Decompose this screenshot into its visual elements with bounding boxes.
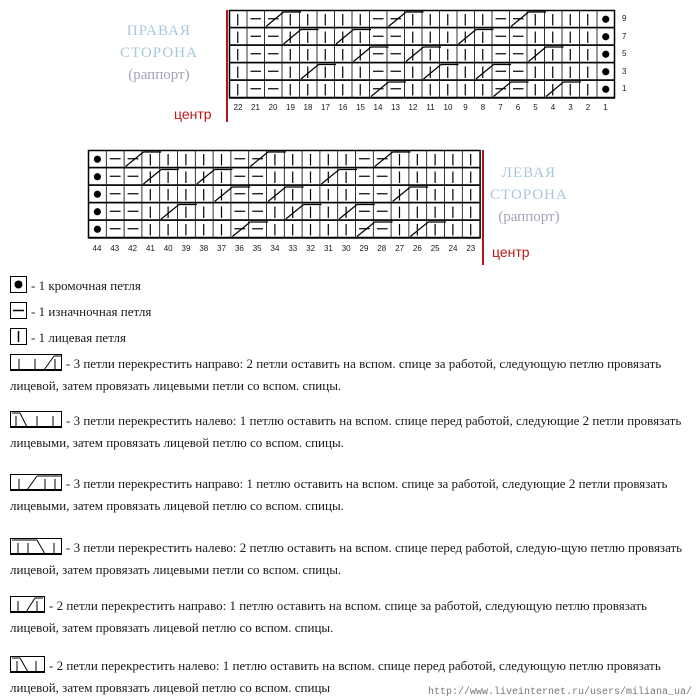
right-side-title-line-1: ПРАВАЯ [126, 23, 191, 39]
legend-item-cross-3-left-2-1 [10, 538, 690, 579]
left-side-chart [88, 150, 482, 240]
left-center-label: центр [492, 244, 530, 260]
legend-item-edge [10, 276, 690, 298]
cross-3-left-2-1-icon [10, 538, 62, 560]
column-number: 40 [163, 244, 173, 253]
legend-item-purl [10, 302, 690, 324]
edge-stitch-mark [94, 208, 101, 215]
legend-text: - 3 петли перекрестить направо: 1 петлю оставить на вспом. спице за работой, следующие 2 петли провязать лицевыми, затем провязать лицевой петлю со вспом. спицы. [10, 476, 668, 514]
column-number: 19 [286, 103, 295, 112]
column-number: 23 [466, 244, 476, 253]
column-number: 31 [323, 244, 333, 253]
edge-stitch-mark [94, 226, 101, 233]
column-number: 38 [199, 244, 209, 253]
column-number: 1 [603, 103, 608, 112]
column-number: 39 [181, 244, 191, 253]
cross-3-left-1-2-icon [10, 411, 62, 433]
column-number: 25 [430, 244, 440, 253]
edge-stitch-mark [602, 86, 609, 93]
left-side-label [490, 162, 568, 228]
legend-item-knit [10, 328, 690, 350]
cross-3-right-1-2-icon [10, 474, 62, 496]
column-number: 11 [426, 103, 435, 112]
column-number: 5 [533, 103, 538, 112]
column-number: 41 [145, 244, 155, 253]
column-number: 42 [128, 244, 138, 253]
column-number: 37 [217, 244, 227, 253]
legend-item-cross-3-right-2-1 [10, 354, 690, 395]
column-number: 34 [270, 244, 280, 253]
legend-item-cross-3-left-1-2 [10, 411, 690, 452]
edge-stitch-mark [602, 51, 609, 58]
column-number: 10 [443, 103, 453, 112]
column-number: 17 [321, 103, 330, 112]
row-number: 1 [622, 84, 627, 93]
legend-text: - 2 петли перекрестить налево: 1 петлю оставить на вспом. спице перед работой, следующую петлю провязать лицевой, затем провязать лицевой петлю со вспом. спицы [10, 658, 661, 696]
column-number: 29 [359, 244, 369, 253]
column-number: 20 [268, 103, 278, 112]
column-number: 7 [498, 103, 503, 112]
edge-stitch-mark [602, 16, 609, 23]
column-number: 44 [92, 244, 102, 253]
column-number: 2 [585, 103, 591, 112]
cross-3-right-2-1-icon [10, 354, 62, 376]
cross-2-right-icon [10, 596, 45, 618]
column-number: 27 [395, 244, 405, 253]
legend-text: - 1 изначночная петля [31, 304, 152, 319]
column-number: 26 [412, 244, 422, 253]
left-side-title-line-1: ЛЕВАЯ [501, 165, 557, 181]
legend-text: - 1 кромочная петля [31, 278, 141, 293]
knit-icon [10, 328, 27, 350]
row-number: 3 [622, 66, 627, 76]
column-number: 28 [377, 244, 387, 253]
column-number: 13 [391, 103, 400, 112]
watermark: http://www.liveinternet.ru/users/miliana_ua/ [427, 687, 692, 698]
column-number: 22 [233, 103, 243, 112]
column-number: 35 [252, 244, 262, 253]
edge-stitch-mark [602, 33, 609, 40]
column-number: 14 [373, 103, 383, 112]
column-number: 33 [288, 244, 298, 253]
legend-item-cross-3-right-1-2 [10, 474, 690, 515]
column-number: 36 [234, 244, 244, 253]
right-side-chart [229, 10, 617, 100]
legend-text: - 3 петли перекрестить налево: 2 петлю оставить на вспом. спице перед работой, следую-щую петлю провязать лицевой, затем провязать лицевыми петли со вспом. спицы. [10, 540, 683, 578]
legend-item-cross-2-right [10, 596, 690, 637]
edge-stitch-mark [602, 68, 609, 75]
cross-2-left-icon [10, 656, 45, 678]
column-number: 43 [110, 244, 120, 253]
legend-text: - 3 петли перекрестить направо: 2 петли оставить на вспом. спице за работой, следующую петлю провязать лицевой, затем провязать лицевыми петли со вспом. спицы. [10, 356, 662, 394]
column-number: 3 [568, 103, 573, 112]
row-number: 5 [622, 49, 627, 58]
column-number: 18 [303, 103, 313, 112]
edge-stitch-mark [94, 173, 101, 180]
column-number: 21 [251, 103, 260, 112]
column-number: 30 [341, 244, 351, 253]
purl-icon [10, 302, 27, 324]
right-side-label [120, 20, 198, 86]
legend-text: - 1 лицевая петля [31, 330, 127, 345]
column-number: 8 [480, 103, 486, 112]
column-number: 12 [408, 103, 418, 112]
column-number: 9 [463, 103, 468, 112]
right-side-subtitle: (раппорт) [128, 67, 190, 83]
edge-stitch-mark [94, 156, 101, 163]
legend-text: - 3 петли перекрестить налево: 1 петлю оставить на вспом. спице перед работой, следующие 2 петли провязать лицевыми, затем провязать лицевой петлю со вспом. спицы. [10, 413, 682, 451]
right-center-line [226, 10, 228, 122]
edge-stitch-icon [10, 276, 27, 298]
left-side-subtitle: (раппорт) [498, 209, 560, 225]
right-side-title-line-2: СТОРОНА [120, 45, 198, 61]
column-number: 32 [306, 244, 316, 253]
row-number: 7 [622, 31, 627, 41]
column-number: 24 [448, 244, 458, 253]
legend-text: - 2 петли перекрестить направо: 1 петлю оставить на вспом. спице за работой, следующую петлю провязать лицевой, затем провязать лицевой петлю со вспом. спицы. [10, 598, 647, 636]
right-center-label: центр [174, 106, 212, 122]
edge-stitch-mark [94, 191, 101, 198]
column-number: 4 [550, 103, 556, 112]
column-number: 16 [338, 103, 348, 112]
column-number: 15 [356, 103, 365, 112]
left-center-line [482, 150, 484, 265]
row-number: 9 [622, 14, 627, 23]
column-number: 6 [515, 103, 521, 112]
left-side-title-line-2: СТОРОНА [490, 187, 568, 203]
